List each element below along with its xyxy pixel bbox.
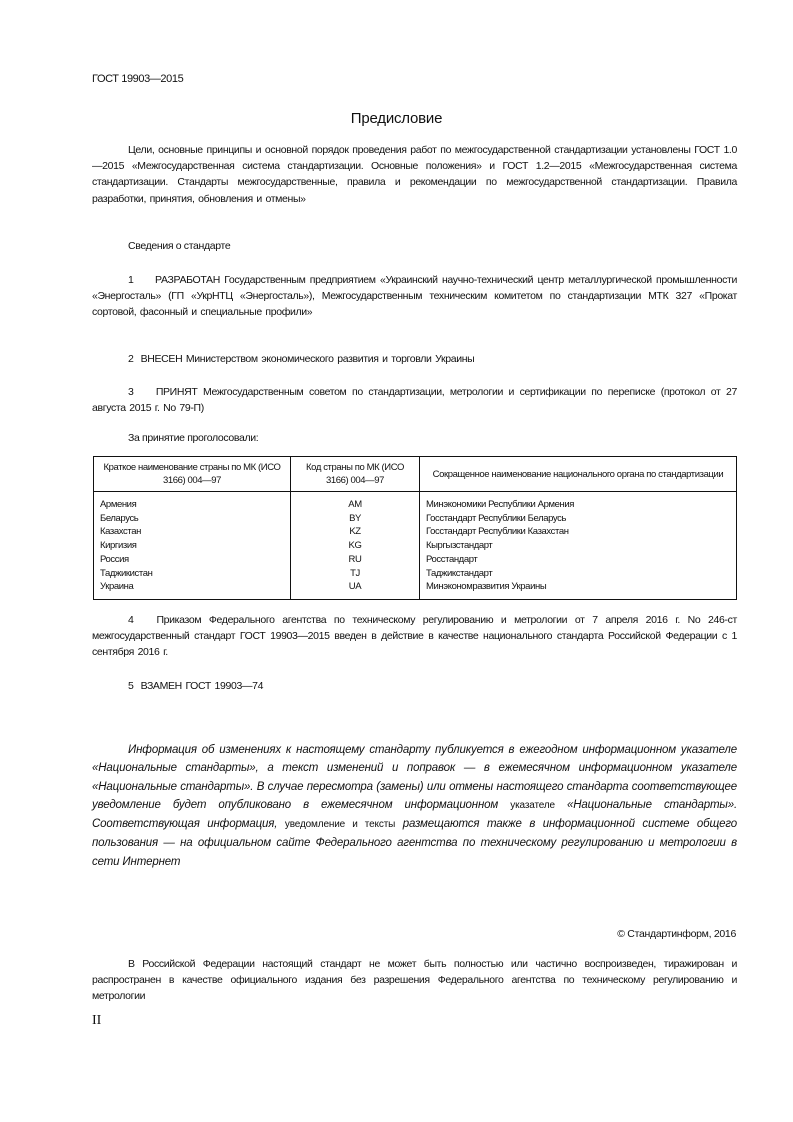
item-text: ВНЕСЕН Министерством экономического развития и торговли Украины	[140, 353, 475, 365]
vote-label: За принятие проголосовали:	[128, 432, 259, 444]
notice-text: Информация об изменениях к настоящему стандарту публикуется в ежегодном информационном указателе «Национальные стандарты», а текст изменений и поправок — в ежемесячном информационном указателе «Национальные стандарты». В случае пересмотра (замены) или отмены настоящего стандарта соответствующее уведомление будет опубликовано в ежемесячном информационном	[92, 744, 737, 811]
code-cell: RU	[291, 553, 420, 567]
code-cell: KZ	[291, 525, 420, 539]
copyright-notice: © Стандартинформ, 2016	[617, 928, 736, 940]
organ-cell: Таджикстандарт	[420, 567, 737, 581]
code-cell: UA	[291, 580, 420, 599]
page-title: Предисловие	[350, 110, 443, 127]
column-header-code: Код страны по МК (ИСО 3166) 004—97	[291, 457, 420, 492]
organ-cell: Госстандарт Республики Казахстан	[420, 525, 737, 539]
column-header-organ: Сокращенное наименование национального органа по стандартизации	[420, 457, 737, 492]
table-row	[94, 567, 737, 581]
item-number: 1	[128, 274, 134, 286]
rights-text: В Российской Федерации настоящий стандарт не может быть полностью или частично воспроизведен, тиражирован и распространен в качестве официального издания без разрешения Федерального агентства по техническому регулированию и метрологии	[92, 958, 737, 1003]
table-header-row	[94, 457, 737, 492]
code-cell: TJ	[291, 567, 420, 581]
item-number: 4	[128, 614, 134, 626]
column-header-country: Краткое наименование страны по МК (ИСО 3166) 004—97	[94, 457, 291, 492]
notice-text: уведомление и тексты	[284, 819, 396, 831]
country-cell: Россия	[94, 553, 291, 567]
country-cell: Армения	[94, 492, 291, 512]
voting-countries-table	[93, 456, 737, 600]
item-4-paragraph	[92, 612, 737, 661]
item-2-paragraph	[92, 351, 737, 367]
item-text: РАЗРАБОТАН Государственным предприятием «Украинский научно-технический центр металлургической промышленности «Энергосталь» (ГП «УкрНТЦ «Энергосталь»), Межгосударственным техническим комитетом по стандартизации МТК 327 «Прокат сортовой, фасонный и специальные профили»	[92, 274, 737, 319]
country-cell: Беларусь	[94, 512, 291, 526]
organ-cell: Кыргызстандарт	[420, 539, 737, 553]
code-cell: BY	[291, 512, 420, 526]
item-number: 5	[128, 680, 134, 692]
item-number: 2	[128, 353, 134, 365]
country-cell: Украина	[94, 580, 291, 599]
table-row	[94, 512, 737, 526]
notice-text: указателе	[510, 799, 555, 811]
table-row	[94, 525, 737, 539]
organ-cell: Минэкономики Республики Армения	[420, 492, 737, 512]
item-text: ПРИНЯТ Межгосударственным советом по стандартизации, метрологии и сертификации по переписке (протокол от 27 августа 2015 г. No 79-П)	[92, 386, 737, 415]
notice-text: размещаются также в информационной системе общего пользования — на официальном сайте Федерального агентства по техническому регулированию и метрологии в сети Интернет	[92, 818, 737, 868]
organ-cell: Минэкономразвития Украины	[420, 580, 737, 599]
amendments-notice	[92, 741, 737, 871]
table-row	[94, 539, 737, 553]
table-row	[94, 492, 737, 512]
notice-text: «Национальные стандарты». Соответствующая информация,	[92, 798, 737, 831]
item-3-paragraph	[92, 384, 737, 416]
country-cell: Казахстан	[94, 525, 291, 539]
table-row	[94, 580, 737, 599]
organ-cell: Росстандарт	[420, 553, 737, 567]
item-number: 3	[128, 386, 134, 398]
intro-text: Цели, основные принципы и основной порядок проведения работ по межгосударственной стандартизации установлены ГОСТ 1.0—2015 «Межгосударственная система стандартизации. Основные положения» и ГОСТ 1.2—2015 «Межгосударственная система стандартизации. Стандарты межгосударственные, правила и рекомендации по межгосударственной стандартизации. Правила разработки, принятия, обновления и отмены»	[92, 144, 737, 205]
code-cell: KG	[291, 539, 420, 553]
intro-paragraph	[92, 142, 737, 207]
item-1-paragraph	[92, 272, 737, 321]
country-cell: Киргизия	[94, 539, 291, 553]
item-text: ВЗАМЕН ГОСТ 19903—74	[140, 680, 264, 692]
item-5-paragraph	[92, 678, 737, 694]
code-cell: AM	[291, 492, 420, 512]
organ-cell: Госстандарт Республики Беларусь	[420, 512, 737, 526]
country-cell: Таджикистан	[94, 567, 291, 581]
table-row	[94, 553, 737, 567]
rights-paragraph	[92, 956, 737, 1005]
item-text: Приказом Федерального агентства по техническому регулированию и метрологии от 7 апреля 2016 г. No 246-ст межгосударственный стандарт ГОСТ 19903—2015 введен в действие в качестве национального стандарта Российской Федерации с 1 сентября 2016 г.	[92, 614, 738, 659]
page-number: II	[92, 1013, 102, 1028]
document-header-id: ГОСТ 19903—2015	[92, 73, 184, 85]
info-heading: Сведения о стандарте	[128, 240, 231, 252]
